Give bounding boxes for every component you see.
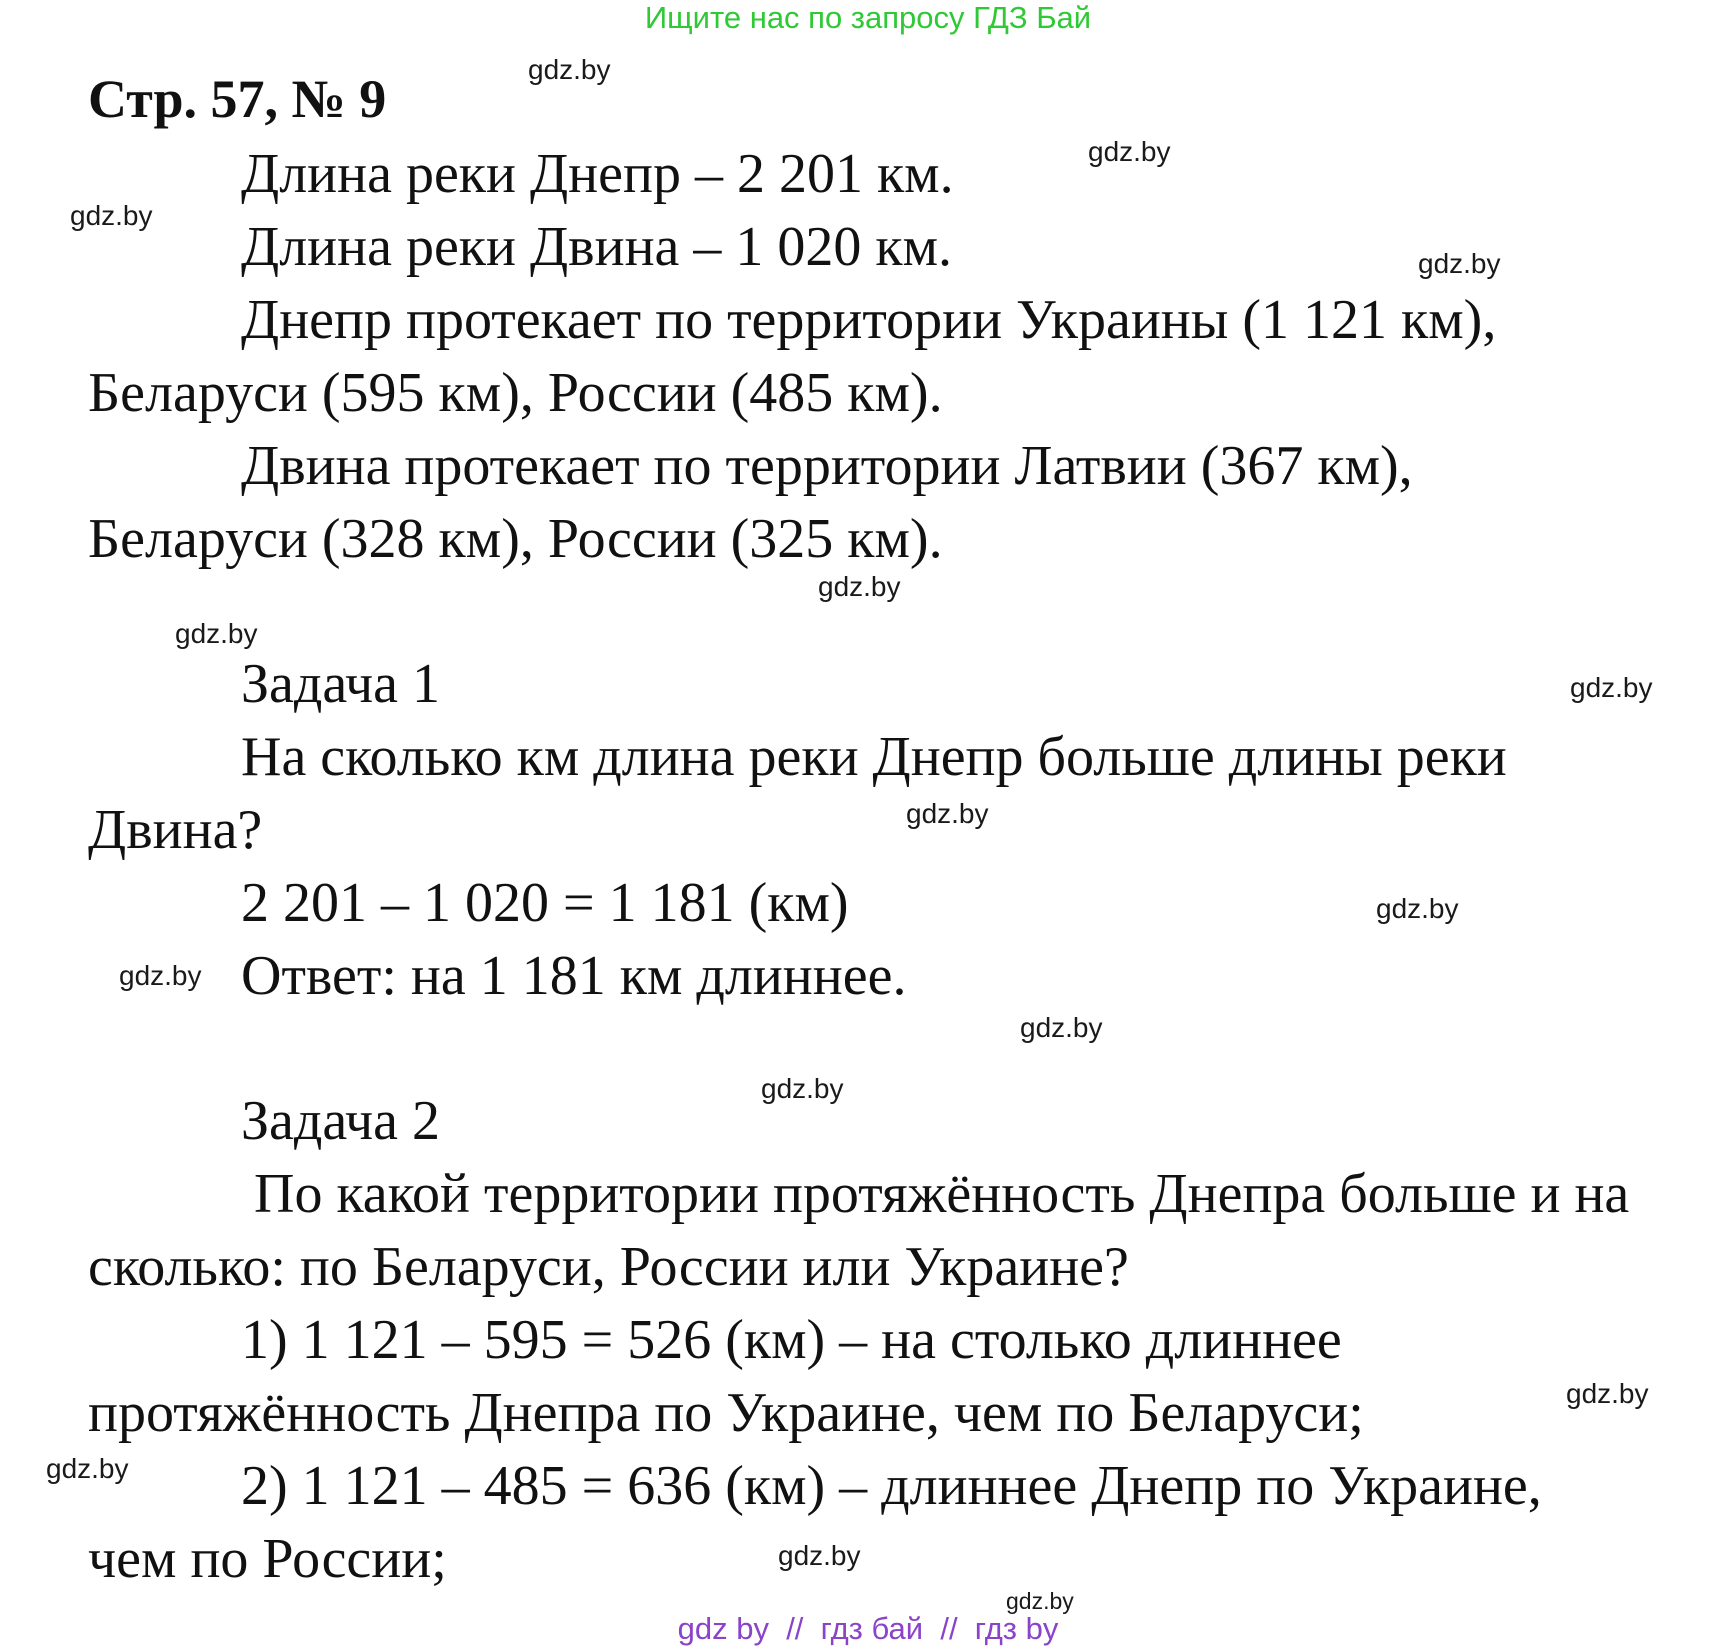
task2-step: 1) 1 121 – 595 = 526 (км) – на столько длиннее <box>241 1309 1342 1371</box>
watermark: gdz.by <box>1088 136 1171 167</box>
footer-links <box>0 1611 1736 1647</box>
given-line: Двина протекает по территории Латвии (367 км), <box>241 435 1413 497</box>
task2-step: чем по России; <box>88 1528 447 1590</box>
task1-answer: Ответ: на 1 181 км длиннее. <box>241 945 907 1007</box>
watermark: gdz.by <box>818 571 901 602</box>
watermark: gdz.by <box>528 54 611 85</box>
watermark: gdz.by <box>1570 672 1653 703</box>
task2-heading: Задача 2 <box>241 1090 441 1152</box>
given-line: Беларуси (595 км), России (485 км). <box>88 362 943 424</box>
given-line: Днепр протекает по территории Украины (1 121 км), <box>241 289 1497 351</box>
watermark: gdz.by <box>1418 248 1501 279</box>
page-title: Стр. 57, № 9 <box>88 69 387 129</box>
watermark: gdz.by <box>1566 1378 1649 1409</box>
given-line: Длина реки Днепр – 2 201 км. <box>241 143 954 205</box>
watermark: gdz.by <box>46 1453 129 1484</box>
watermark: gdz.by <box>1376 893 1459 924</box>
task1-heading: Задача 1 <box>241 653 441 715</box>
given-line: Длина реки Двина – 1 020 км. <box>241 216 953 278</box>
watermark: gdz.by <box>1020 1012 1103 1043</box>
task2-step: 2) 1 121 – 485 = 636 (км) – длиннее Днепр по Украине, <box>241 1455 1542 1517</box>
task1-question: На сколько км длина реки Днепр больше длины реки <box>241 726 1507 788</box>
header-banner[interactable]: Ищите нас по запросу ГДЗ Бай <box>644 0 1092 35</box>
footer-separator: // <box>940 1611 958 1646</box>
task2-question: сколько: по Беларуси, России или Украине? <box>88 1236 1129 1298</box>
footer-link-gdz-by-ru[interactable]: гдз by <box>974 1611 1059 1646</box>
watermark: gdz.by <box>761 1073 844 1104</box>
watermark: gdz.by <box>70 200 153 231</box>
task1-solution: 2 201 – 1 020 = 1 181 (км) <box>241 872 849 934</box>
footer-link-gdz-by[interactable]: gdz by <box>677 1611 769 1646</box>
footer-link-gdz-bai[interactable]: гдз бай <box>820 1611 924 1646</box>
task2-question: По какой территории протяжённость Днепра больше и на <box>254 1163 1630 1225</box>
watermark: gdz.by <box>778 1540 861 1571</box>
task1-question: Двина? <box>88 799 263 861</box>
watermark: gdz.by <box>1006 1588 1074 1614</box>
given-line: Беларуси (328 км), России (325 км). <box>88 508 943 570</box>
watermark: gdz.by <box>175 618 258 649</box>
watermark: gdz.by <box>119 960 202 991</box>
task2-step: протяжённость Днепра по Украине, чем по Беларуси; <box>88 1382 1364 1444</box>
footer-separator: // <box>786 1611 804 1646</box>
watermark: gdz.by <box>906 798 989 829</box>
